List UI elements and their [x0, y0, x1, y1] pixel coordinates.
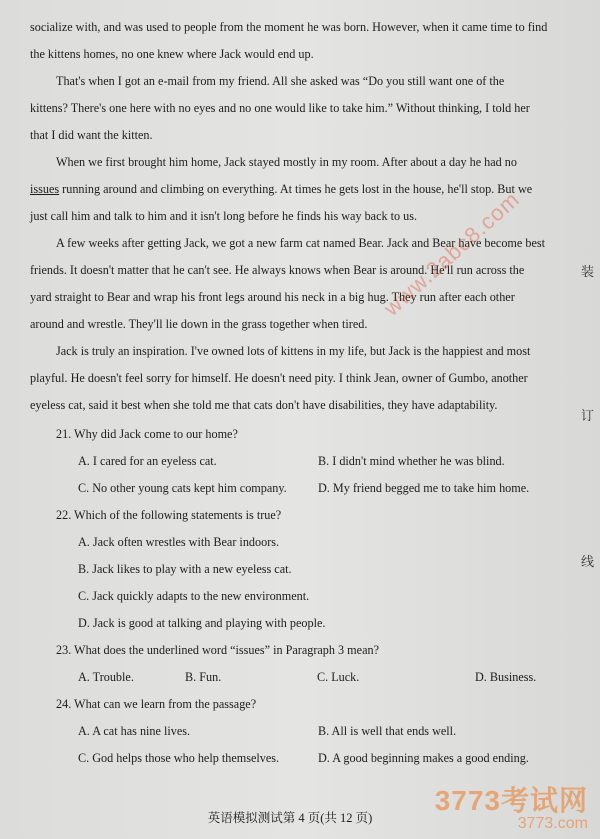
text-line: that I did want the kitten.: [30, 128, 153, 142]
text-line: the kittens homes, no one knew where Jack would end up.: [30, 47, 314, 61]
binding-mark-zhuang: 装: [580, 264, 594, 279]
binding-mark-ding: 订: [580, 408, 594, 423]
text-line: around and wrestle. They'll lie down in the grass together when tired.: [30, 317, 368, 331]
paragraph-3: [0, 230, 580, 338]
text-line: just call him and talk to him and it isn't long before he finds his way back to us.: [30, 209, 418, 223]
option-b: B. All is well that ends well.: [318, 724, 457, 738]
text-line: playful. He doesn't feel sorry for himself. He doesn't need pity. I think Jean, owner of Gumbo, another: [30, 371, 528, 385]
logo-main-text: 3773考试网: [434, 785, 588, 816]
option-d: D. A good beginning makes a good ending.: [318, 751, 529, 765]
page-footer: 英语模拟测试第 4 页(共 12 页): [207, 811, 373, 825]
question-23-options: [0, 664, 580, 691]
text-line: That's when I got an e-mail from my friend. All she asked was “Do you still want one of the: [56, 74, 505, 88]
option-c: C. Luck.: [317, 670, 360, 684]
site-logo: [435, 787, 588, 833]
option-c: C. Jack quickly adapts to the new environment.: [78, 589, 310, 603]
text-line: friends. It doesn't matter that he can't see. He always knows when Bear is around. He'll run across the: [30, 263, 525, 277]
option-b: B. Fun.: [185, 670, 222, 684]
paragraph-1: [0, 68, 580, 149]
binding-mark-xian: 线: [580, 554, 594, 569]
logo-sub-text: 3773.com: [517, 815, 588, 832]
text-line: Jack is truly an inspiration. I've owned lots of kittens in my life, but Jack is the happiest and most: [56, 344, 531, 358]
option-a: A. Trouble.: [78, 670, 134, 684]
option-b: B. I didn't mind whether he was blind.: [318, 454, 505, 468]
watermark: www.2abc8.com: [378, 186, 525, 321]
text-line: kittens? There's one here with no eyes and no one would like to take him.” Without thinking, I told her: [30, 101, 530, 115]
passage-and-questions: [0, 14, 580, 772]
question-24-stem: 24. What can we learn from the passage?: [56, 697, 257, 711]
text-line: [30, 176, 550, 203]
option-a: A. A cat has nine lives.: [78, 724, 191, 738]
text-line: A few weeks after getting Jack, we got a new farm cat named Bear. Jack and Bear have become best: [56, 236, 545, 250]
question-21-options: [0, 448, 580, 502]
question-22-stem: 22. Which of the following statements is true?: [56, 508, 282, 522]
text-line: When we first brought him home, Jack stayed mostly in my room. After about a day he had no: [56, 155, 517, 169]
option-d: D. Jack is good at talking and playing with people.: [78, 616, 326, 630]
underlined-word-issues: issues: [30, 182, 60, 196]
question-23-stem: 23. What does the underlined word “issues” in Paragraph 3 mean?: [56, 643, 379, 657]
text-line: socialize with, and was used to people from the moment he was born. However, when it came time to find: [30, 20, 548, 34]
text-line: eyeless cat, said it best when she told me that cats don't have disabilities, they have adaptability.: [30, 398, 498, 412]
text-fragment: running around and climbing on everything. At times he gets lost in the house, he'll stop. But we: [59, 182, 533, 196]
option-d: D. Business.: [475, 670, 537, 684]
question-21-stem: 21. Why did Jack come to our home?: [56, 427, 238, 441]
option-c: C. No other young cats kept him company.: [78, 481, 287, 495]
text-line: yard straight to Bear and wrap his front legs around his neck in a big hug. They run after each other: [30, 290, 515, 304]
option-a: A. I cared for an eyeless cat.: [78, 454, 217, 468]
option-c: C. God helps those who help themselves.: [78, 751, 280, 765]
question-24-options: [0, 718, 580, 772]
paragraph-4: [0, 338, 580, 419]
paragraph-0: [0, 14, 580, 68]
option-b: B. Jack likes to play with a new eyeless cat.: [78, 562, 292, 576]
option-d: D. My friend begged me to take him home.: [318, 481, 530, 495]
option-a: A. Jack often wrestles with Bear indoors.: [78, 535, 280, 549]
